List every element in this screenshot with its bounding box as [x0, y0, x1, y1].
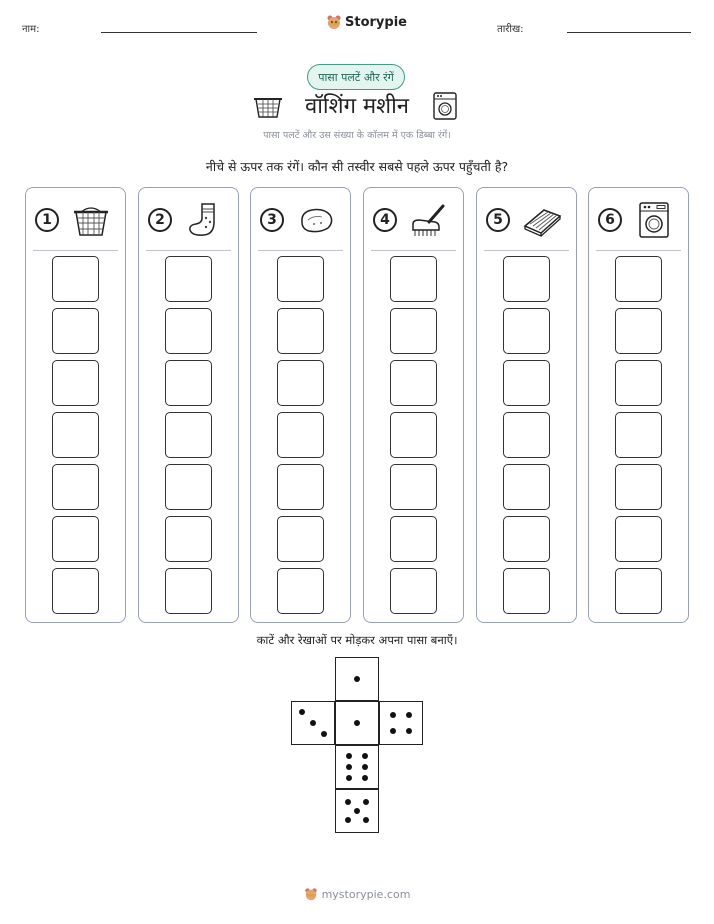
soap-bar-icon: [296, 200, 336, 240]
column-6: [588, 187, 689, 623]
color-box[interactable]: [615, 256, 662, 302]
sock-icon: [184, 200, 224, 240]
laundry-basket-icon: [71, 200, 111, 240]
dice-face: [335, 745, 379, 789]
washing-machine-icon: [634, 200, 674, 240]
dice-pip: [390, 712, 396, 718]
column-1: [25, 187, 126, 623]
dice-pip: [354, 720, 360, 726]
dice-pip: [363, 799, 369, 805]
color-box[interactable]: [52, 360, 99, 406]
date-line[interactable]: [567, 32, 691, 33]
color-box[interactable]: [503, 516, 550, 562]
dice-pip: [390, 728, 396, 734]
brand-logo: [326, 14, 407, 30]
color-box[interactable]: [615, 308, 662, 354]
color-box[interactable]: [52, 568, 99, 614]
color-box[interactable]: [277, 568, 324, 614]
color-box[interactable]: [165, 464, 212, 510]
laundry-basket-icon: [253, 93, 283, 119]
dice-pip: [299, 709, 305, 715]
dice-pip: [362, 775, 368, 781]
washing-machine-icon: [432, 91, 458, 121]
color-box[interactable]: [165, 360, 212, 406]
color-box[interactable]: [390, 412, 437, 458]
brand-name: Storypie: [345, 14, 407, 30]
column-number: 6: [598, 208, 622, 232]
color-box[interactable]: [503, 568, 550, 614]
dice-pip: [363, 817, 369, 823]
towel-icon: [522, 200, 562, 240]
color-box[interactable]: [615, 516, 662, 562]
color-box[interactable]: [277, 516, 324, 562]
color-box[interactable]: [52, 308, 99, 354]
color-box[interactable]: [390, 256, 437, 302]
color-box[interactable]: [165, 308, 212, 354]
dice-face: [335, 701, 379, 745]
color-box[interactable]: [52, 412, 99, 458]
dice-pip: [321, 731, 327, 737]
dice-pip: [362, 753, 368, 759]
color-box[interactable]: [503, 412, 550, 458]
color-box[interactable]: [277, 464, 324, 510]
column-number: 4: [373, 208, 397, 232]
color-box[interactable]: [503, 360, 550, 406]
dice-pip: [362, 764, 368, 770]
dice-face: [335, 657, 379, 701]
footer: [0, 887, 714, 901]
column-number: 1: [35, 208, 59, 232]
date-label: तारीख:: [497, 24, 524, 35]
column-2: [138, 187, 239, 623]
column-5: [476, 187, 577, 623]
color-box[interactable]: [503, 256, 550, 302]
dice-pip: [345, 817, 351, 823]
color-box[interactable]: [615, 360, 662, 406]
color-box[interactable]: [277, 412, 324, 458]
color-box[interactable]: [52, 256, 99, 302]
dice-face: [291, 701, 335, 745]
color-box[interactable]: [390, 516, 437, 562]
color-box[interactable]: [390, 360, 437, 406]
column-number: 5: [486, 208, 510, 232]
color-box[interactable]: [615, 464, 662, 510]
color-box[interactable]: [277, 256, 324, 302]
footer-url: mystorypie.com: [321, 887, 411, 901]
color-box[interactable]: [390, 464, 437, 510]
color-box[interactable]: [52, 516, 99, 562]
scrub-brush-icon: [409, 200, 449, 240]
dice-pip: [345, 799, 351, 805]
dice-pip: [346, 753, 352, 759]
color-box[interactable]: [615, 412, 662, 458]
dice-pip: [354, 808, 360, 814]
color-box[interactable]: [165, 256, 212, 302]
column-3: [250, 187, 351, 623]
dice-face: [335, 789, 379, 833]
column-number: 3: [260, 208, 284, 232]
page-subtitle: पासा पलटें और उस संख्या के कॉलम में एक डिब्बा रंगें।: [263, 130, 451, 141]
color-box[interactable]: [165, 412, 212, 458]
column-number: 2: [148, 208, 172, 232]
page-title: वॉशिंग मशीन: [305, 94, 409, 119]
color-box[interactable]: [503, 308, 550, 354]
dice-pip: [406, 712, 412, 718]
color-box[interactable]: [390, 308, 437, 354]
roll-and-color-tag: पासा पलटें और रंगें: [307, 64, 405, 90]
color-box[interactable]: [165, 568, 212, 614]
color-box[interactable]: [165, 516, 212, 562]
dice-pip: [354, 676, 360, 682]
name-label: नाम:: [22, 24, 40, 35]
color-box[interactable]: [390, 568, 437, 614]
dice-face: [379, 701, 423, 745]
cut-instruction: काटें और रेखाओं पर मोड़कर अपना पासा बनाएँ।: [256, 633, 458, 647]
instruction-text: नीचे से ऊपर तक रंगें। कौन सी तस्वीर सबसे पहले ऊपर पहुँचती है?: [205, 159, 509, 174]
dice-pip: [310, 720, 316, 726]
color-box[interactable]: [503, 464, 550, 510]
color-box[interactable]: [615, 568, 662, 614]
dice-pip: [346, 764, 352, 770]
bear-logo-icon: [304, 887, 318, 901]
color-box[interactable]: [277, 308, 324, 354]
dice-pip: [406, 728, 412, 734]
dice-pip: [346, 775, 352, 781]
bear-logo-icon: [326, 14, 342, 30]
column-4: [363, 187, 464, 623]
color-box[interactable]: [52, 464, 99, 510]
name-line[interactable]: [101, 32, 257, 33]
color-box[interactable]: [277, 360, 324, 406]
